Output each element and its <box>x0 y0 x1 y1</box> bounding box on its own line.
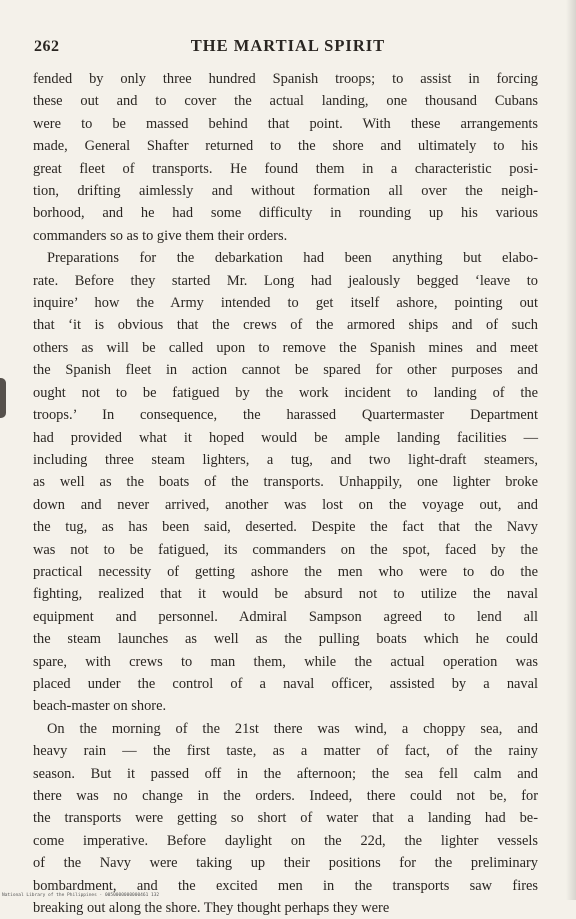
text-line: Preparations for the debarkation had been anything but elabo- <box>47 250 538 267</box>
text-line: beach-master on shore. <box>33 698 167 715</box>
text-line: made, General Shafter returned to the shore and ultimately to his <box>33 138 538 155</box>
text-line: fended by only three hundred Spanish troops; to assist in forcing <box>33 71 538 87</box>
page-edge-mark <box>0 378 6 418</box>
text-line: the transports were getting so short of water that a landing had be- <box>33 810 538 827</box>
text-line: troops.’ In consequence, the harassed Quartermaster Department <box>33 407 538 424</box>
text-line: heavy rain — the first taste, as a matter of fact, of the rainy <box>33 743 538 760</box>
text-line: bombardment, and the excited men in the transports saw fires <box>33 877 538 894</box>
text-line: On the morning of the 21st there was wind, a choppy sea, and <box>47 720 538 737</box>
page-header <box>34 36 542 62</box>
text-line: the tug, as has been said, deserted. Despite the fact that the Navy <box>33 519 538 536</box>
text-line: breaking out along the shore. They thought perhaps they were <box>33 900 390 917</box>
text-line: practical necessity of getting ashore the men who were to do the <box>33 563 538 580</box>
text-line: the steam launches as well as the pulling boats which he could <box>33 631 538 648</box>
text-line: the Spanish fleet in action cannot be spared for other purposes and <box>33 362 538 379</box>
page-spine-shadow <box>566 0 576 900</box>
text-line: including three steam lighters, a tug, and two light-draft steamers, <box>33 451 538 468</box>
paragraph <box>33 68 538 247</box>
scan-footer: National Library of the Philippines · 0050000000000461 132 <box>2 893 160 898</box>
paragraph <box>33 718 538 919</box>
text-line: great fleet of transports. He found them in a characteristic posi- <box>33 160 538 177</box>
text-line: down and never arrived, another was lost on the voyage out, and <box>33 496 538 513</box>
paragraph <box>33 247 538 718</box>
text-line: these out and to cover the actual landing, one thousand Cubans <box>33 93 538 110</box>
text-line: equipment and personnel. Admiral Sampson agreed to lend all <box>33 608 538 625</box>
text-line: of the Navy were taking up their positions for the preliminary <box>33 855 538 872</box>
page-number: 262 <box>34 38 60 55</box>
text-line: commanders so as to give them their orders. <box>33 227 288 244</box>
text-line: borhood, and he had some difficulty in rounding up his various <box>33 205 538 222</box>
running-title: THE MARTIAL SPIRIT <box>190 36 386 55</box>
text-line: fighting, realized that it would be absurd not to utilize the naval <box>33 586 538 603</box>
text-line: had provided what it hoped would be ample landing facilities — <box>33 429 538 446</box>
text-line: placed under the control of a naval officer, assisted by a naval <box>33 675 538 692</box>
text-line: that ‘it is obvious that the crews of the armored ships and of such <box>33 317 538 334</box>
text-line: were to be massed behind that point. With these arrangements <box>33 115 538 132</box>
text-line: as well as the boats of the transports. Unhappily, one lighter broke <box>33 474 538 491</box>
text-line: ought not to be fatigued by the work incident to landing of the <box>33 384 538 401</box>
body-text <box>33 68 538 919</box>
text-line: rate. Before they started Mr. Long had jealously begged ‘leave to <box>33 272 538 289</box>
text-line: tion, drifting aimlessly and without formation all over the neigh- <box>33 183 538 200</box>
text-line: was not to be fatigued, its commanders on the spot, faced by the <box>33 541 538 558</box>
text-line: season. But it passed off in the afternoon; the sea fell calm and <box>33 765 538 782</box>
text-line: come imperative. Before daylight on the 22d, the lighter vessels <box>33 832 538 849</box>
text-line: inquire’ how the Army intended to get itself ashore, pointing out <box>33 295 538 312</box>
text-line: others as will be called upon to remove the Spanish mines and meet <box>33 339 538 356</box>
text-line: there was no change in the orders. Indeed, there could not be, for <box>33 788 538 804</box>
text-line: spare, with crews to man them, while the actual operation was <box>33 653 538 670</box>
